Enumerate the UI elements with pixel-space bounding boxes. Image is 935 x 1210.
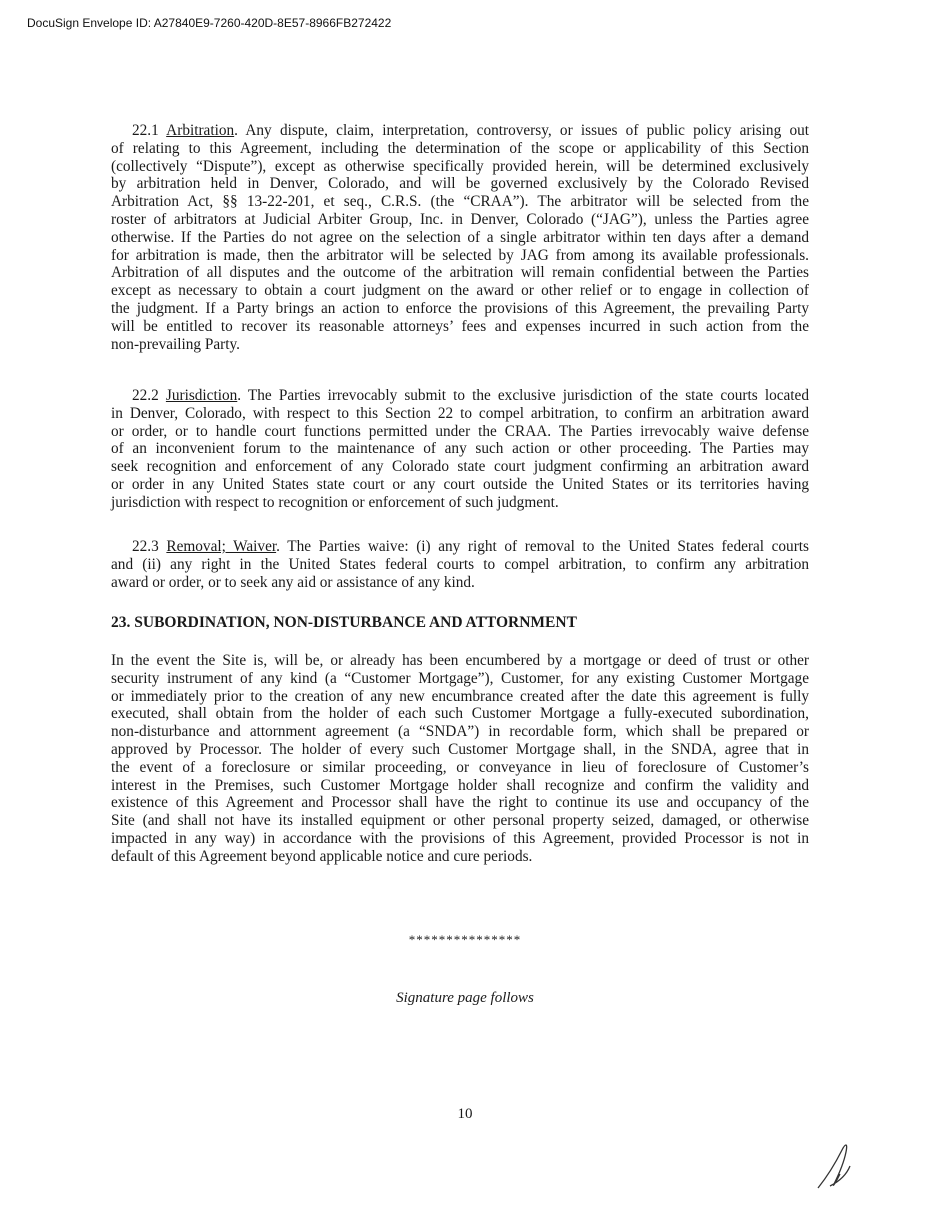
text-line: security instrument of any kind (a “Customer Mortgage”), Customer, for any existing Customer Mortgage (111, 669, 809, 687)
section-22-3 (111, 538, 809, 591)
text-line: impacted in any way) in accordance with the provisions of this Agreement, provided Processor is not in (111, 829, 809, 847)
separator-stars: *************** (408, 932, 522, 947)
text-line: approved by Processor. The holder of every such Customer Mortgage shall, in the SNDA, agree that in (111, 740, 809, 758)
text-line: Arbitration of all disputes and the outcome of the arbitration will remain confidential between the Parties (111, 264, 809, 282)
initials-signature-icon (812, 1138, 857, 1198)
text-line: in Denver, Colorado, with respect to this Section 22 to compel arbitration, to confirm an arbitration award (111, 404, 809, 422)
text-line: default of this Agreement beyond applicable notice and cure periods. (111, 847, 533, 865)
section-title: Removal; Waiver (166, 538, 277, 555)
text-line: (collectively “Dispute”), except as otherwise specifically provided herein, will be determined exclusively (111, 157, 809, 175)
text-line: or order, or to handle court functions permitted under the CRAA. The Parties irrevocably waive defense (111, 422, 809, 440)
line-text: . The Parties waive: (i) any right of removal to the United States federal courts (276, 538, 809, 555)
text-line: Site (and shall not have its installed equipment or other personal property seized, damaged, or otherwise (111, 812, 809, 830)
text-line: existence of this Agreement and Processor shall have the right to continue its use and occupancy of the (111, 794, 809, 812)
text-line: non-prevailing Party. (111, 335, 241, 353)
text-line: or immediately prior to the creation of any new encumbrance created after the date this agreement is fully (111, 687, 809, 705)
text-line: for arbitration is made, then the arbitrator will be selected by JAG from among its available professionals. (111, 246, 809, 264)
section-number: 22.1 (132, 122, 159, 139)
text-line: award or order, or to seek any aid or assistance of any kind. (111, 573, 475, 591)
page-number: 10 (457, 1106, 473, 1122)
text-line: jurisdiction with respect to recognition or enforcement of such judgment. (111, 493, 559, 511)
text-line: In the event the Site is, will be, or already has been encumbered by a mortgage or deed of trust or other (111, 652, 809, 669)
text-line: Arbitration Act, §§ 13-22-201, et seq., C.R.S. (the “CRAA”). The arbitrator will be selected from the (111, 193, 809, 211)
section-title: Jurisdiction (165, 387, 238, 404)
line-text: . The Parties irrevocably submit to the exclusive jurisdiction of the state courts located (237, 387, 809, 404)
text-line: and (ii) any right in the United States federal courts to compel arbitration, to confirm any arbitration (111, 555, 809, 573)
section-23-body (111, 652, 809, 866)
first-line (111, 538, 809, 556)
text-line: of relating to this Agreement, including the determination of the scope or applicability of this Section (111, 139, 809, 157)
text-line: otherwise. If the Parties do not agree on the selection of a single arbitrator within ten days after a demand (111, 228, 809, 246)
text-line: of an inconvenient forum to the maintenance of any such action or other proceeding. The Parties may (111, 440, 809, 458)
text-line: seek recognition and enforcement of any Colorado state court judgment confirming an arbitration award (111, 458, 809, 476)
signature-note: Signature page follows (396, 990, 534, 1006)
text-line: will be entitled to recover its reasonable attorneys’ fees and expenses incurred in such action from the (111, 317, 809, 335)
text-line: interest in the Premises, such Customer Mortgage holder shall recognize and confirm the validity and (111, 776, 809, 794)
text-line: except as necessary to obtain a court judgment on the award or other relief or to engage in collection of (111, 282, 809, 300)
text-line: executed, shall obtain from the holder of each such Customer Mortgage a fully-executed subordination, (111, 705, 809, 723)
section-23-heading: 23. SUBORDINATION, NON-DISTURBANCE AND ATTORNMENT (111, 614, 577, 631)
line-text: . Any dispute, claim, interpretation, controversy, or issues of public policy arising out (234, 122, 809, 139)
section-title: Arbitration (166, 122, 235, 139)
text-line: non-disturbance and attornment agreement (a “SNDA”) in recordable form, which shall be prepared or (111, 723, 809, 741)
first-line (111, 387, 809, 405)
text-line: the judgment. If a Party brings an action to enforce the provisions of this Agreement, the prevailing Party (111, 299, 809, 317)
text-line: the event of a foreclosure or similar proceeding, or conveyance in lieu of foreclosure of Customer’s (111, 758, 809, 776)
first-line (111, 122, 809, 140)
section-number: 22.3 (132, 538, 159, 555)
docusign-envelope-id: DocuSign Envelope ID: A27840E9-7260-420D-8E57-8966FB272422 (27, 16, 392, 30)
section-22-2 (111, 387, 809, 512)
section-22-1 (111, 122, 809, 353)
section-number: 22.2 (132, 387, 159, 404)
text-line: roster of arbitrators at Judicial Arbiter Group, Inc. in Denver, Colorado (“JAG”), unless the Parties agree (111, 210, 809, 228)
text-line: or order in any United States state court or any court outside the United States or its territories having (111, 475, 809, 493)
text-line: by arbitration held in Denver, Colorado, and will be governed exclusively by the Colorado Revised (111, 175, 809, 193)
